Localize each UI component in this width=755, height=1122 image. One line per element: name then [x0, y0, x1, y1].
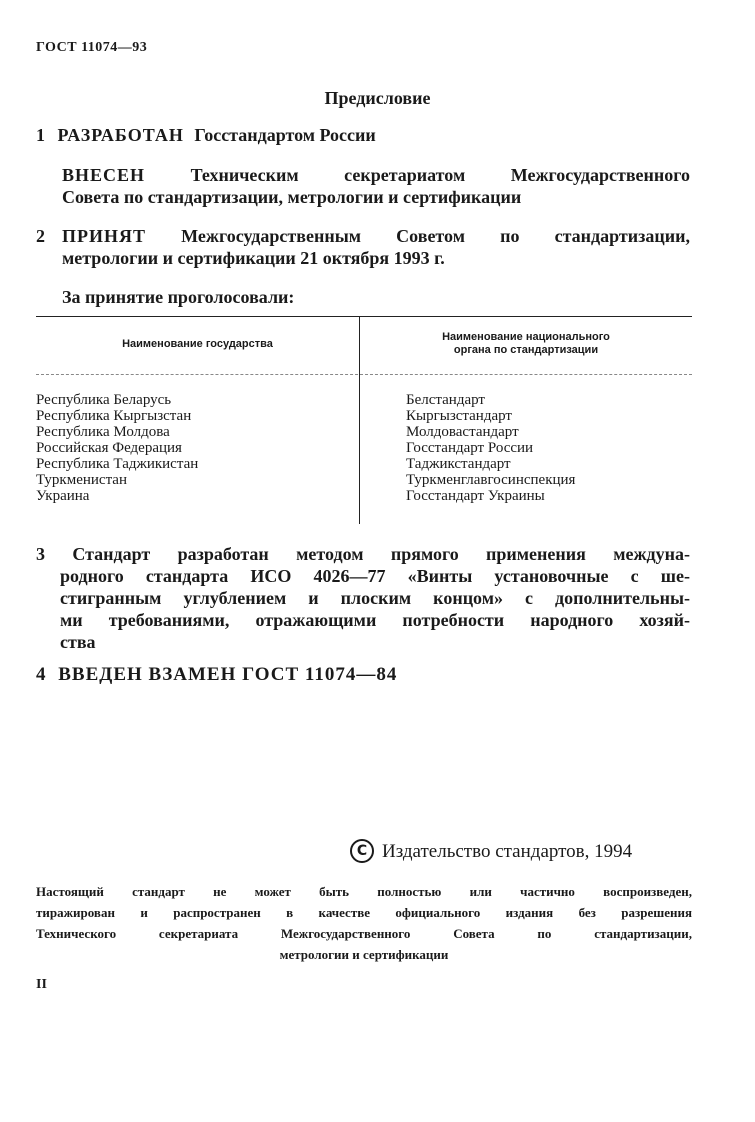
notice-line3: Технического секретариата Межгосударственного Совета по стандартизации,	[36, 926, 692, 941]
item-3-number: 3	[36, 544, 45, 564]
table-cell-body: Таджикстандарт	[406, 456, 511, 472]
table-header-rule	[36, 374, 692, 375]
item-2-text-line2: метрологии и сертификации 21 октября 1993 г.	[62, 248, 445, 268]
table-cell-body: Госстандарт России	[406, 440, 534, 456]
copyright-icon: C	[350, 839, 374, 863]
notice-line2: тиражирован и распространен в качестве официального издания без разрешения	[36, 905, 692, 920]
document-code: ГОСТ 11074—93	[36, 40, 148, 55]
notice-line1: Настоящий стандарт не может быть полностью или частично воспроизведен,	[36, 884, 692, 899]
vote-label: За принятие проголосовали:	[62, 287, 295, 307]
table-cell-body: Туркменглавгосинспекция	[406, 472, 576, 488]
copyright-line	[350, 839, 632, 863]
item-3-line1-text: Стандарт разработан методом прямого применения междуна-	[72, 544, 690, 564]
notice-line4: метрологии и сертификации	[279, 947, 449, 962]
item-3-line5: ства	[60, 632, 96, 652]
item-4-text: ВВЕДЕН ВЗАМЕН ГОСТ 11074—84	[58, 664, 398, 685]
item-2-number: 2	[36, 226, 45, 246]
item-1-developed	[36, 124, 376, 146]
table-column-bodies	[406, 392, 575, 504]
copyright-text: Издательство стандартов, 1994	[382, 841, 633, 862]
table-top-rule	[36, 316, 692, 317]
item-1-keyword: РАЗРАБОТАН	[57, 125, 184, 145]
item-1-submitted	[62, 164, 690, 208]
table-cell-state: Туркменистан	[36, 472, 127, 488]
item-2-keyword: ПРИНЯТ	[62, 226, 147, 246]
item-1-sub-text-line2: Совета по стандартизации, метрологии и сертификации	[62, 187, 522, 207]
item-3-line1	[36, 543, 690, 565]
preface-title: Предисловие	[324, 88, 431, 108]
item-2-line1	[62, 225, 690, 247]
table-cell-body: Белстандарт	[406, 392, 485, 408]
table-cell-body: Госстандарт Украины	[406, 488, 545, 504]
item-1-text: Госстандартом России	[194, 125, 376, 145]
table-header-body-line1: Наименование национального	[442, 331, 610, 343]
reproduction-notice	[36, 881, 692, 965]
item-1-number: 1	[36, 125, 45, 145]
page-number: II	[36, 977, 47, 992]
table-cell-state: Российская Федерация	[36, 440, 182, 456]
item-4-number: 4	[36, 664, 47, 685]
table-cell-body: Кыргызстандарт	[406, 408, 512, 424]
table-cell-body: Молдовастандарт	[406, 424, 519, 440]
item-3-method	[36, 543, 690, 653]
table-cell-state: Республика Молдова	[36, 424, 170, 440]
table-cell-state: Республика Кыргызстан	[36, 408, 192, 424]
item-4-replaces	[36, 664, 397, 686]
item-3-line2: родного стандарта ИСО 4026—77 «Винты установочные с ше-	[60, 566, 690, 586]
item-1-sub-line1	[62, 164, 690, 186]
table-cell-state: Республика Таджикистан	[36, 456, 199, 472]
table-cell-state: Украина	[36, 488, 90, 504]
item-2-text-line1: Межгосударственным Советом по стандартизации,	[181, 226, 690, 246]
item-3-line3: стигранным углублением и плоским концом» с дополнительны-	[60, 588, 690, 608]
table-header-state: Наименование государства	[122, 338, 273, 350]
table-header-body	[360, 331, 692, 357]
table-column-states	[36, 392, 198, 504]
item-3-line4: ми требованиями, отражающими потребности народного хозяй-	[60, 610, 690, 630]
table-header-body-line2: органа по стандартизации	[453, 344, 599, 356]
item-1-sub-keyword: ВНЕСЕН	[62, 165, 146, 185]
item-1-sub-text-line1: Техническим секретариатом Межгосударственного	[190, 165, 690, 185]
table-cell-state: Республика Беларусь	[36, 392, 172, 408]
voting-table	[36, 316, 692, 524]
